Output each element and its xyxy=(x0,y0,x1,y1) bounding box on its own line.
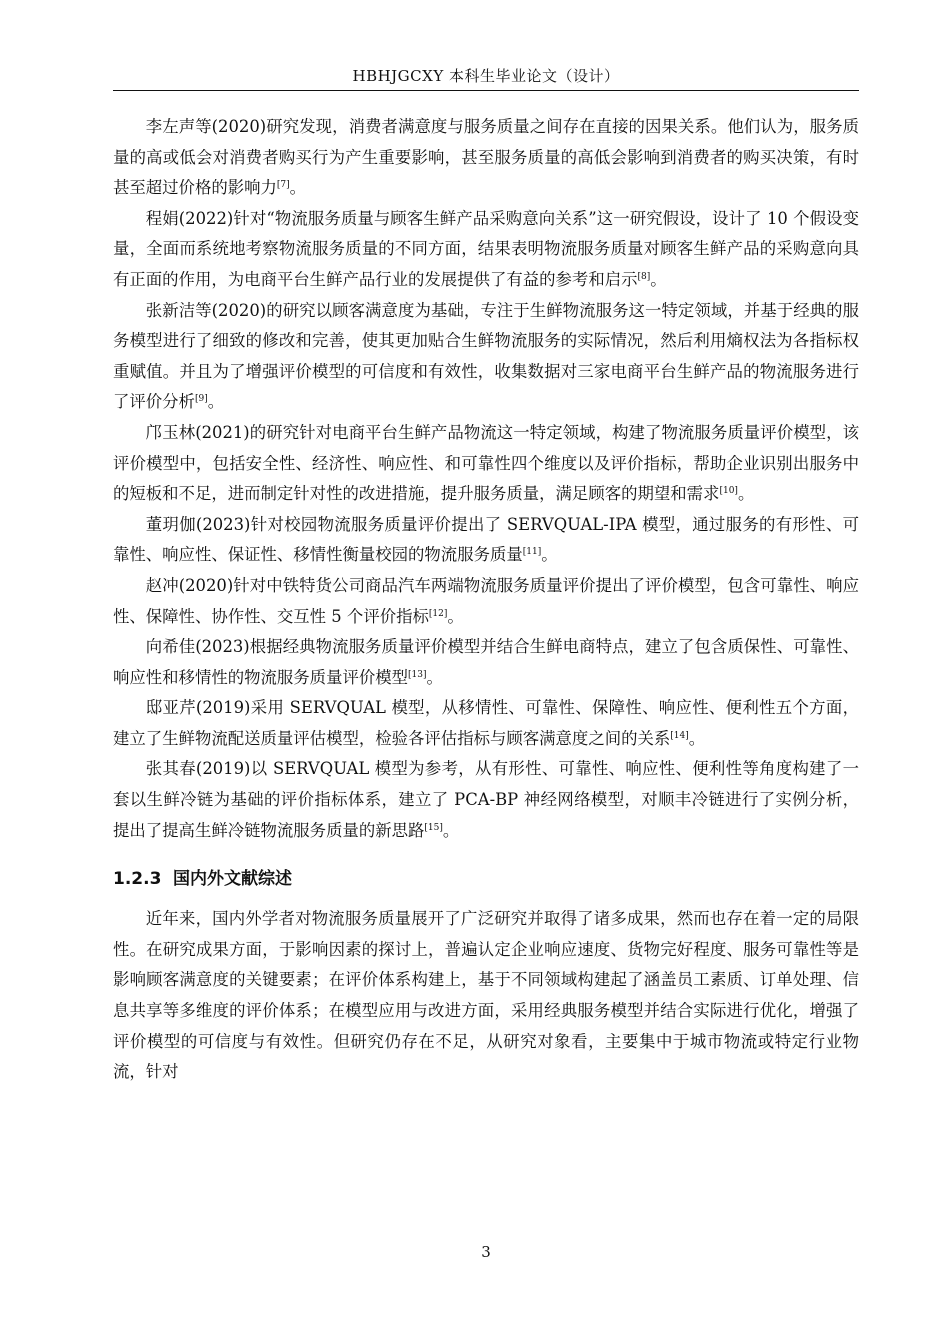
paragraph-text: 邸亚芹(2019)采用 SERVQUAL 模型，从移情性、可靠性、保障性、响应性、便利性五个方面，建立了生鲜物流配送质量评估模型，检验各评估指标与顾客满意度之间的关系 xyxy=(113,698,859,748)
paragraph-zhang-qichun: 张其春(2019)以 SERVQUAL 模型为参考，从有形性、可靠性、响应性、便利性等角度构建了一套以生鲜冷链为基础的评价指标体系，建立了 PCA-BP 神经网络模型，对顺丰冷链进行了实例分析，提出了提高生鲜冷链物流服务质量的新思路[15]。 xyxy=(113,759,859,840)
paragraph-zhao-chong: 赵冲(2020)针对中铁特货公司商品汽车两端物流服务质量评价提出了评价模型，包含可靠性、响应性、保障性、协作性、交互性 5 个评价指标[12]。 xyxy=(113,575,859,626)
citation: [12] xyxy=(428,608,448,619)
section-title: 国内外文献综述 xyxy=(173,869,292,890)
paragraph-review xyxy=(113,904,859,1088)
paragraph-zhang-xinjie: 张新洁等(2020)的研究以顾客满意度为基础，专注于生鲜物流服务这一特定领域，并基于经典的服务模型进行了细致的修改和完善，使其更加贴合生鲜物流服务的实际情况，然后利用熵权法为各指标权重赋值。并且为了增强评价模型的可信度和有效性，收集数据对三家电商平台生鲜产品的物流服务进行了评价分析[9]。 xyxy=(113,300,859,412)
citation: [7] xyxy=(276,180,290,191)
section-number: 1.2.3 xyxy=(113,869,162,890)
page-number: 3 xyxy=(481,1243,491,1261)
paragraph-di-yaqin: 邸亚芹(2019)采用 SERVQUAL 模型，从移情性、可靠性、保障性、响应性、便利性五个方面，建立了生鲜物流配送质量评估模型，检验各评估指标与顾客满意度之间的关系[14]。 xyxy=(113,698,859,748)
running-header: HBHJGCXY 本科生毕业论文（设计） xyxy=(352,67,620,85)
paragraph-xiang-xijia: 向希佳(2023)根据经典物流服务质量评价模型并结合生鲜电商特点，建立了包含质保性、可靠性、响应性和移情性的物流服务质量评价模型[13]。 xyxy=(113,637,859,687)
citation: [14] xyxy=(670,730,689,741)
citation: [15] xyxy=(424,822,443,833)
citation: [8] xyxy=(637,271,651,282)
paragraph-text: 近年来，国内外学者对物流服务质量展开了广泛研究并取得了诸多成果，然而也存在着一定的局限性。在研究成果方面，于影响因素的探讨上，普遍认定企业响应速度、货物完好程度、服务可靠性等是影响顾客满意度的关键要素；在评价体系构建上，基于不同领域构建起了涵盖员工素质、订单处理、信息共享等多维度的评价体系；在模型应用与改进方面，采用经典服务模型并结合实际进行优化，增强了评价模型的可信度与有效性。但研究仍存在不足，从研究对象看，主要集中于城市物流或特定行业物流，针对 xyxy=(113,909,859,1082)
section-heading xyxy=(113,864,859,894)
paragraph-text: 赵冲(2020)针对中铁特货公司商品汽车两端物流服务质量评价提出了评价模型，包含可靠性、响应性、保障性、协作性、交互性 5 个评价指标 xyxy=(113,575,859,626)
paragraph-text: 张新洁等(2020)的研究以顾客满意度为基础，专注于生鲜物流服务这一特定领域，并基于经典的服务模型进行了细致的修改和完善，使其更加贴合生鲜物流服务的实际情况，然后利用熵权法为各指标权重赋值。并且为了增强评价模型的可信度和有效性，收集数据对三家电商平台生鲜产品的物流服务进行了评价分析 xyxy=(113,300,859,412)
header-rule xyxy=(113,90,859,91)
paragraph-text: 程娟(2022)针对“物流服务质量与顾客生鲜产品采购意向关系”这一研究假设，设计了 10 个假设变量，全面而系统地考察物流服务质量的不同方面，结果表明物流服务质量对顾客生鲜产品的采购意向具有正面的作用，为电商平台生鲜产品行业的发展提供了有益的参考和启示 xyxy=(113,208,859,289)
paragraph-dong-yuejia: 董玥伽(2023)针对校园物流服务质量评价提出了 SERVQUAL-IPA 模型，通过服务的有形性、可靠性、响应性、保证性、移情性衡量校园的物流服务质量[11]。 xyxy=(113,514,859,565)
paragraph-text: 董玥伽(2023)针对校园物流服务质量评价提出了 SERVQUAL-IPA 模型，通过服务的有形性、可靠性、响应性、保证性、移情性衡量校园的物流服务质量 xyxy=(113,514,859,565)
paragraph-li-zuosheng: 李左声等(2020)研究发现，消费者满意度与服务质量之间存在直接的因果关系。他们认为，服务质量的高或低会对消费者购买行为产生重要影响，甚至服务质量的高低会影响到消费者的购买决策，有时甚至超过价格的影响力[7]。 xyxy=(113,117,859,198)
paragraph-kuang-yulin: 邝玉林(2021)的研究针对电商平台生鲜产品物流这一特定领域，构建了物流服务质量评价模型，该评价模型中，包括安全性、经济性、响应性、和可靠性四个维度以及评价指标，帮助企业识别出服务中的短板和不足，进而制定针对性的改进措施，提升服务质量，满足顾客的期望和需求[10]。 xyxy=(113,422,859,504)
paragraph-text: 李左声等(2020)研究发现，消费者满意度与服务质量之间存在直接的因果关系。他们认为，服务质量的高或低会对消费者购买行为产生重要影响，甚至服务质量的高低会影响到消费者的购买决策，有时甚至超过价格的影响力 xyxy=(113,117,859,198)
citation: [13] xyxy=(408,669,427,680)
citation: [11] xyxy=(522,547,542,558)
paragraph-cheng-juan: 程娟(2022)针对“物流服务质量与顾客生鲜产品采购意向关系”这一研究假设，设计了 10 个假设变量，全面而系统地考察物流服务质量的不同方面，结果表明物流服务质量对顾客生鲜产品的采购意向具有正面的作用，为电商平台生鲜产品行业的发展提供了有益的参考和启示[8]。 xyxy=(113,208,859,289)
citation: [9] xyxy=(194,394,208,405)
paragraph-text: 邝玉林(2021)的研究针对电商平台生鲜产品物流这一特定领域，构建了物流服务质量评价模型，该评价模型中，包括安全性、经济性、响应性、和可靠性四个维度以及评价指标，帮助企业识别出服务中的短板和不足，进而制定针对性的改进措施，提升服务质量，满足顾客的期望和需求 xyxy=(113,422,859,504)
body-text xyxy=(113,112,859,1088)
citation: [10] xyxy=(719,486,738,497)
paragraph-text: 向希佳(2023)根据经典物流服务质量评价模型并结合生鲜电商特点，建立了包含质保性、可靠性、响应性和移情性的物流服务质量评价模型 xyxy=(113,637,859,687)
paragraph-text: 张其春(2019)以 SERVQUAL 模型为参考，从有形性、可靠性、响应性、便利性等角度构建了一套以生鲜冷链为基础的评价指标体系，建立了 PCA-BP 神经网络模型，对顺丰冷链进行了实例分析，提出了提高生鲜冷链物流服务质量的新思路 xyxy=(113,759,859,840)
